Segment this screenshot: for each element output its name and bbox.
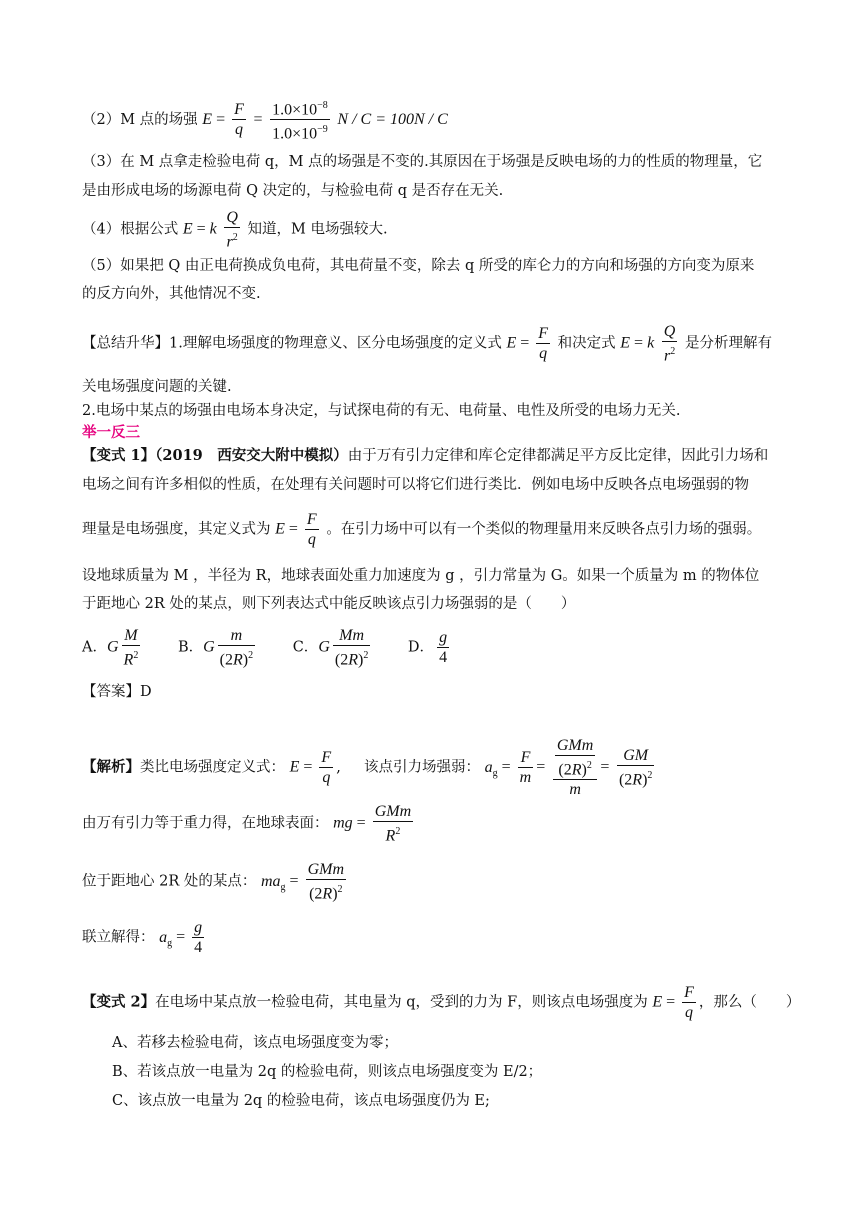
part3-line1: （3）在 M 点拿走检验电荷 q，M 点的场强是不变的.其原因在于场强是反映电场的力的性质的物理量，它 <box>82 154 763 170</box>
fraction-q-over-r2: $\frac{Q}{r^2}$ <box>226 209 238 251</box>
part5-line1: （5）如果把 Q 由正电荷换成负电荷，其电荷量不变，除去 q 所受的库仑力的方向和场强的方向变为原来 <box>82 258 755 274</box>
variant2-option-b[interactable]: B、若该点放一电量为 2q 的检验电荷，则该点电场强度变为 E/2； <box>112 1064 543 1080</box>
variant2-option-c[interactable]: C、该点放一电量为 2q 的检验电荷，该点电场强度仍为 E; <box>112 1093 490 1109</box>
summary-line3: 2.电场中某点的场强由电场本身决定，与试探电荷的有无、电荷量、电性及所受的电场力无关. <box>82 403 681 419</box>
part2-label: （2）M 点的场强 <box>82 111 198 128</box>
part2-line: （2）M 点的场强 E = $\frac{F}{q}$ = $\frac{1.0\times 10^{-8}}{1.0\times 10^{-9}}$ N / C = 100N / C <box>82 96 820 144</box>
variant1-line2: 电场之间有许多相似的性质，在处理有关问题时可以将它们进行类比．例如电场中反映各点电场强弱的物 <box>82 477 749 493</box>
summary-line1: 【总结升华】1.理解电场强度的物理意义、区分电场强度的定义式 E = $\frac{F}{q}$ 和决定式 E = k $\frac{Q}{r^2}$ 是分析理解有 <box>82 323 772 365</box>
summary-line2: 关电场强度问题的关键. <box>82 379 232 395</box>
part2-unit: N / C = 100N / C <box>337 110 448 128</box>
option-c[interactable]: C．G $\frac{Mm}{(2R)^2}$ <box>292 627 369 669</box>
variant1-options <box>82 626 820 669</box>
part3-line2: 是由形成电场的场源电荷 Q 决定的，与检验电荷 q 是否存在无关. <box>82 183 504 199</box>
summary-tag: 【总结升华】 <box>82 335 169 352</box>
section-title: 举一反三 <box>82 424 140 441</box>
analysis-line1: 【解析】类比电场强度定义式： E = $\frac{F}{q}$ , 该点引力场强弱： $a_g$ = $\frac{F}{m}$ = $\frac{\frac{\text{GMm}}{(2R)^2}}{m}$ = $\frac{GM}{(2R)^2}$ <box>82 737 653 799</box>
analysis-line3: 位于距地心 2R 处的某点： $ma_g$ = $\frac{\text{GMm}}{(2R)^2}$ <box>82 861 345 903</box>
part4-line: （4）根据公式 E = k $\frac{Q}{r^2}$ 知道，M 电场强较大. <box>82 209 388 251</box>
variant1-source: （2019 西安交大附中模拟） <box>155 447 348 464</box>
variant1-answer: 【答案】D <box>82 684 152 700</box>
option-b[interactable]: B．G $\frac{m}{(2R)^2}$ <box>177 627 254 669</box>
part5-line2: 的反方向外，其他情况不变. <box>82 286 261 302</box>
variant1-tag: 【变式 1】 <box>82 447 156 464</box>
option-d[interactable]: D． $\frac{g}{4}$ <box>407 629 448 667</box>
variant2-option-a[interactable]: A、若移去检验电荷，该点电场强度变为零； <box>112 1035 398 1051</box>
variant2-line: 【变式 2】在电场中某点放一检验电荷，其电量为 q，受到的力为 F，则该点电场强度为 E = $\frac{F}{q}$ ，那么（ ） <box>82 984 801 1021</box>
variant1-line1: 【变式 1】（2019 西安交大附中模拟）由于万有引力定律和库仑定律都满足平方反比定律，因此引力场和 <box>82 447 769 464</box>
analysis-tag: 【解析】 <box>82 758 140 776</box>
analysis-line2: 由万有引力等于重力得，在地球表面： mg = $\frac{\text{GMm}}{R^2}$ <box>82 803 412 845</box>
fraction-value: $\frac{1.0\times 10^{-8}}{1.0\times 10^{-9}}$ <box>270 96 330 144</box>
variant1-line3: 理量是电场强度，其定义式为 E = $\frac{F}{q}$ 。在引力场中可以有一个类似的物理量用来反映各点引力场的强弱。 <box>82 511 762 548</box>
variant1-line5: 于距地心 2R 处的某点，则下列表达式中能反映该点引力场强弱的是（ ） <box>82 596 576 612</box>
fraction-f-over-q: $\frac{F}{q}$ <box>234 101 244 139</box>
variant2-tag: 【变式 2】 <box>82 993 156 1011</box>
variant1-line4: 设地球质量为 M ，半径为 R，地球表面处重力加速度为 g ，引力常量为 G。如果一个质量为 m 的物体位 <box>82 568 760 584</box>
option-a[interactable]: A．G $\frac{M}{R^2}$ <box>82 627 139 669</box>
analysis-line4: 联立解得： $a_g$ = $\frac{g}{4}$ <box>82 919 203 956</box>
